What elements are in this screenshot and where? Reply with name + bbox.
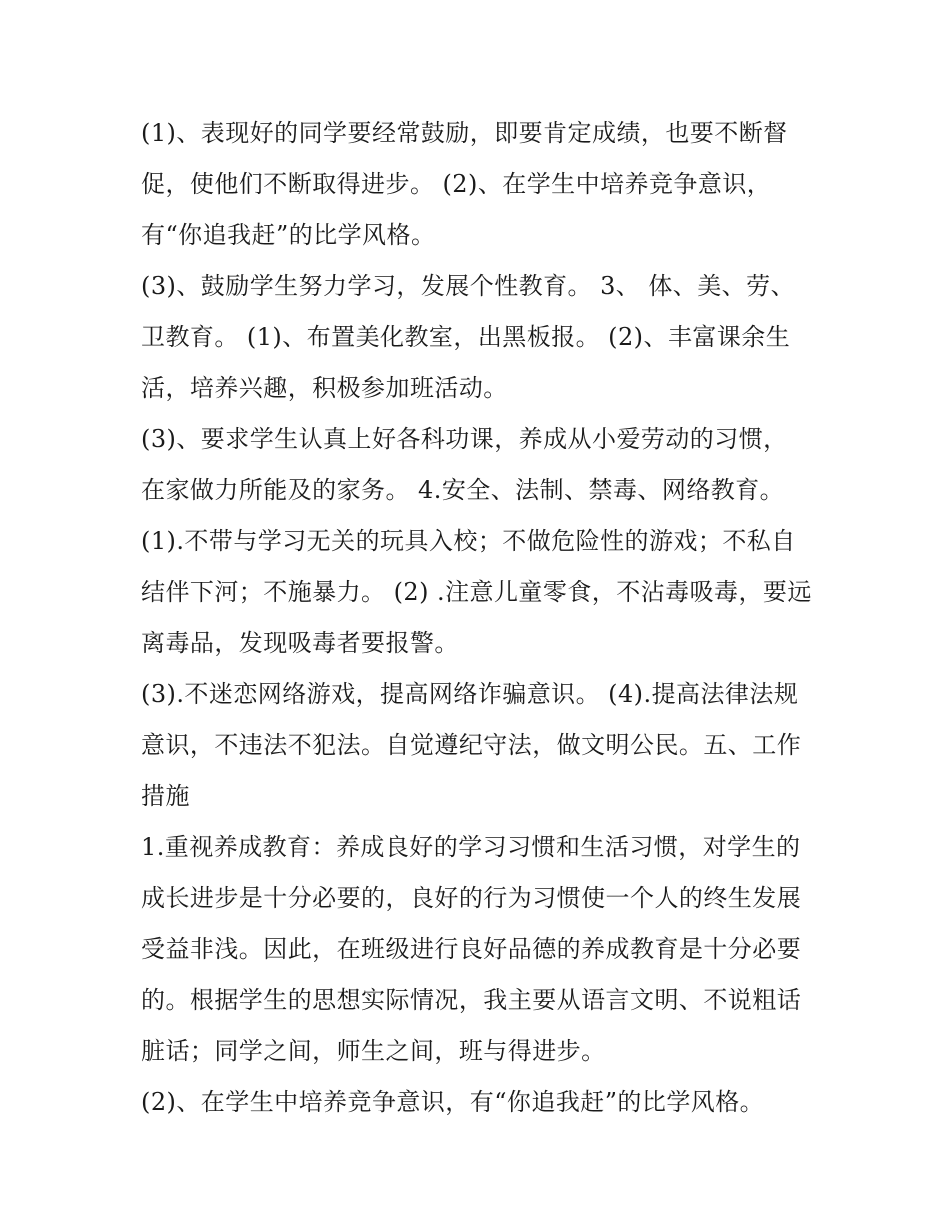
text-line: 促，使他们不断取得进步。 (2)、在学生中培养竞争意识， xyxy=(141,170,772,198)
text-line: 卫教育。 (1)、布置美化教室，出黑板报。 (2)、丰富课余生 xyxy=(141,323,791,351)
paragraph-5 xyxy=(141,669,821,822)
text-line: (3).不迷恋网络游戏，提高网络诈骗意识。 (4).提高法律法规 xyxy=(141,680,799,708)
paragraph-4 xyxy=(141,516,821,669)
text-line: (3)、要求学生认真上好各科功课，养成从小爱劳动的习惯， xyxy=(141,425,788,453)
text-line: (1)、表现好的同学要经常鼓励，即要肯定成绩，也要不断督 xyxy=(141,119,788,147)
paragraph-3 xyxy=(141,414,821,516)
paragraph-2 xyxy=(141,261,821,414)
text-line: (1).不带与学习无关的玩具入校；不做危险性的游戏；不私自 xyxy=(141,527,796,555)
text-line: 1.重视养成教育：养成良好的学习习惯和生活习惯，对学生的 xyxy=(141,833,801,861)
text-line: 离毒品，发现吸毒者要报警。 xyxy=(141,629,459,657)
text-line: 成长进步是十分必要的，良好的行为习惯使一个人的终生发展 xyxy=(141,884,802,912)
text-line: 在家做力所能及的家务。 4.安全、法制、禁毒、网络教育。 xyxy=(141,476,785,504)
paragraph-1 xyxy=(141,108,821,261)
text-line: 的。根据学生的思想实际情况，我主要从语言文明、不说粗话 xyxy=(141,986,802,1014)
text-line: 结伴下河；不施暴力。 (2) .注意儿童零食，不沾毒吸毒，要远 xyxy=(141,578,812,606)
text-line: 有“你追我赶”的比学风格。 xyxy=(141,221,436,249)
text-line: 受益非浅。因此，在班级进行良好品德的养成教育是十分必要 xyxy=(141,935,802,963)
text-line: 脏话；同学之间，师生之间，班与得进步。 xyxy=(141,1037,606,1065)
document-body xyxy=(141,108,821,1128)
text-line: 意识，不违法不犯法。自觉遵纪守法，做文明公民。五、工作 xyxy=(141,731,802,759)
paragraph-7 xyxy=(141,1077,821,1128)
text-line: 措施 xyxy=(141,782,190,810)
text-line: (2)、在学生中培养竞争意识，有“你追我赶”的比学风格。 xyxy=(141,1088,765,1116)
text-line: 活，培养兴趣，积极参加班活动。 xyxy=(141,374,508,402)
paragraph-6 xyxy=(141,822,821,1077)
text-line: (3)、鼓励学生努力学习，发展个性教育。 3、 体、美、劳、 xyxy=(141,272,796,300)
